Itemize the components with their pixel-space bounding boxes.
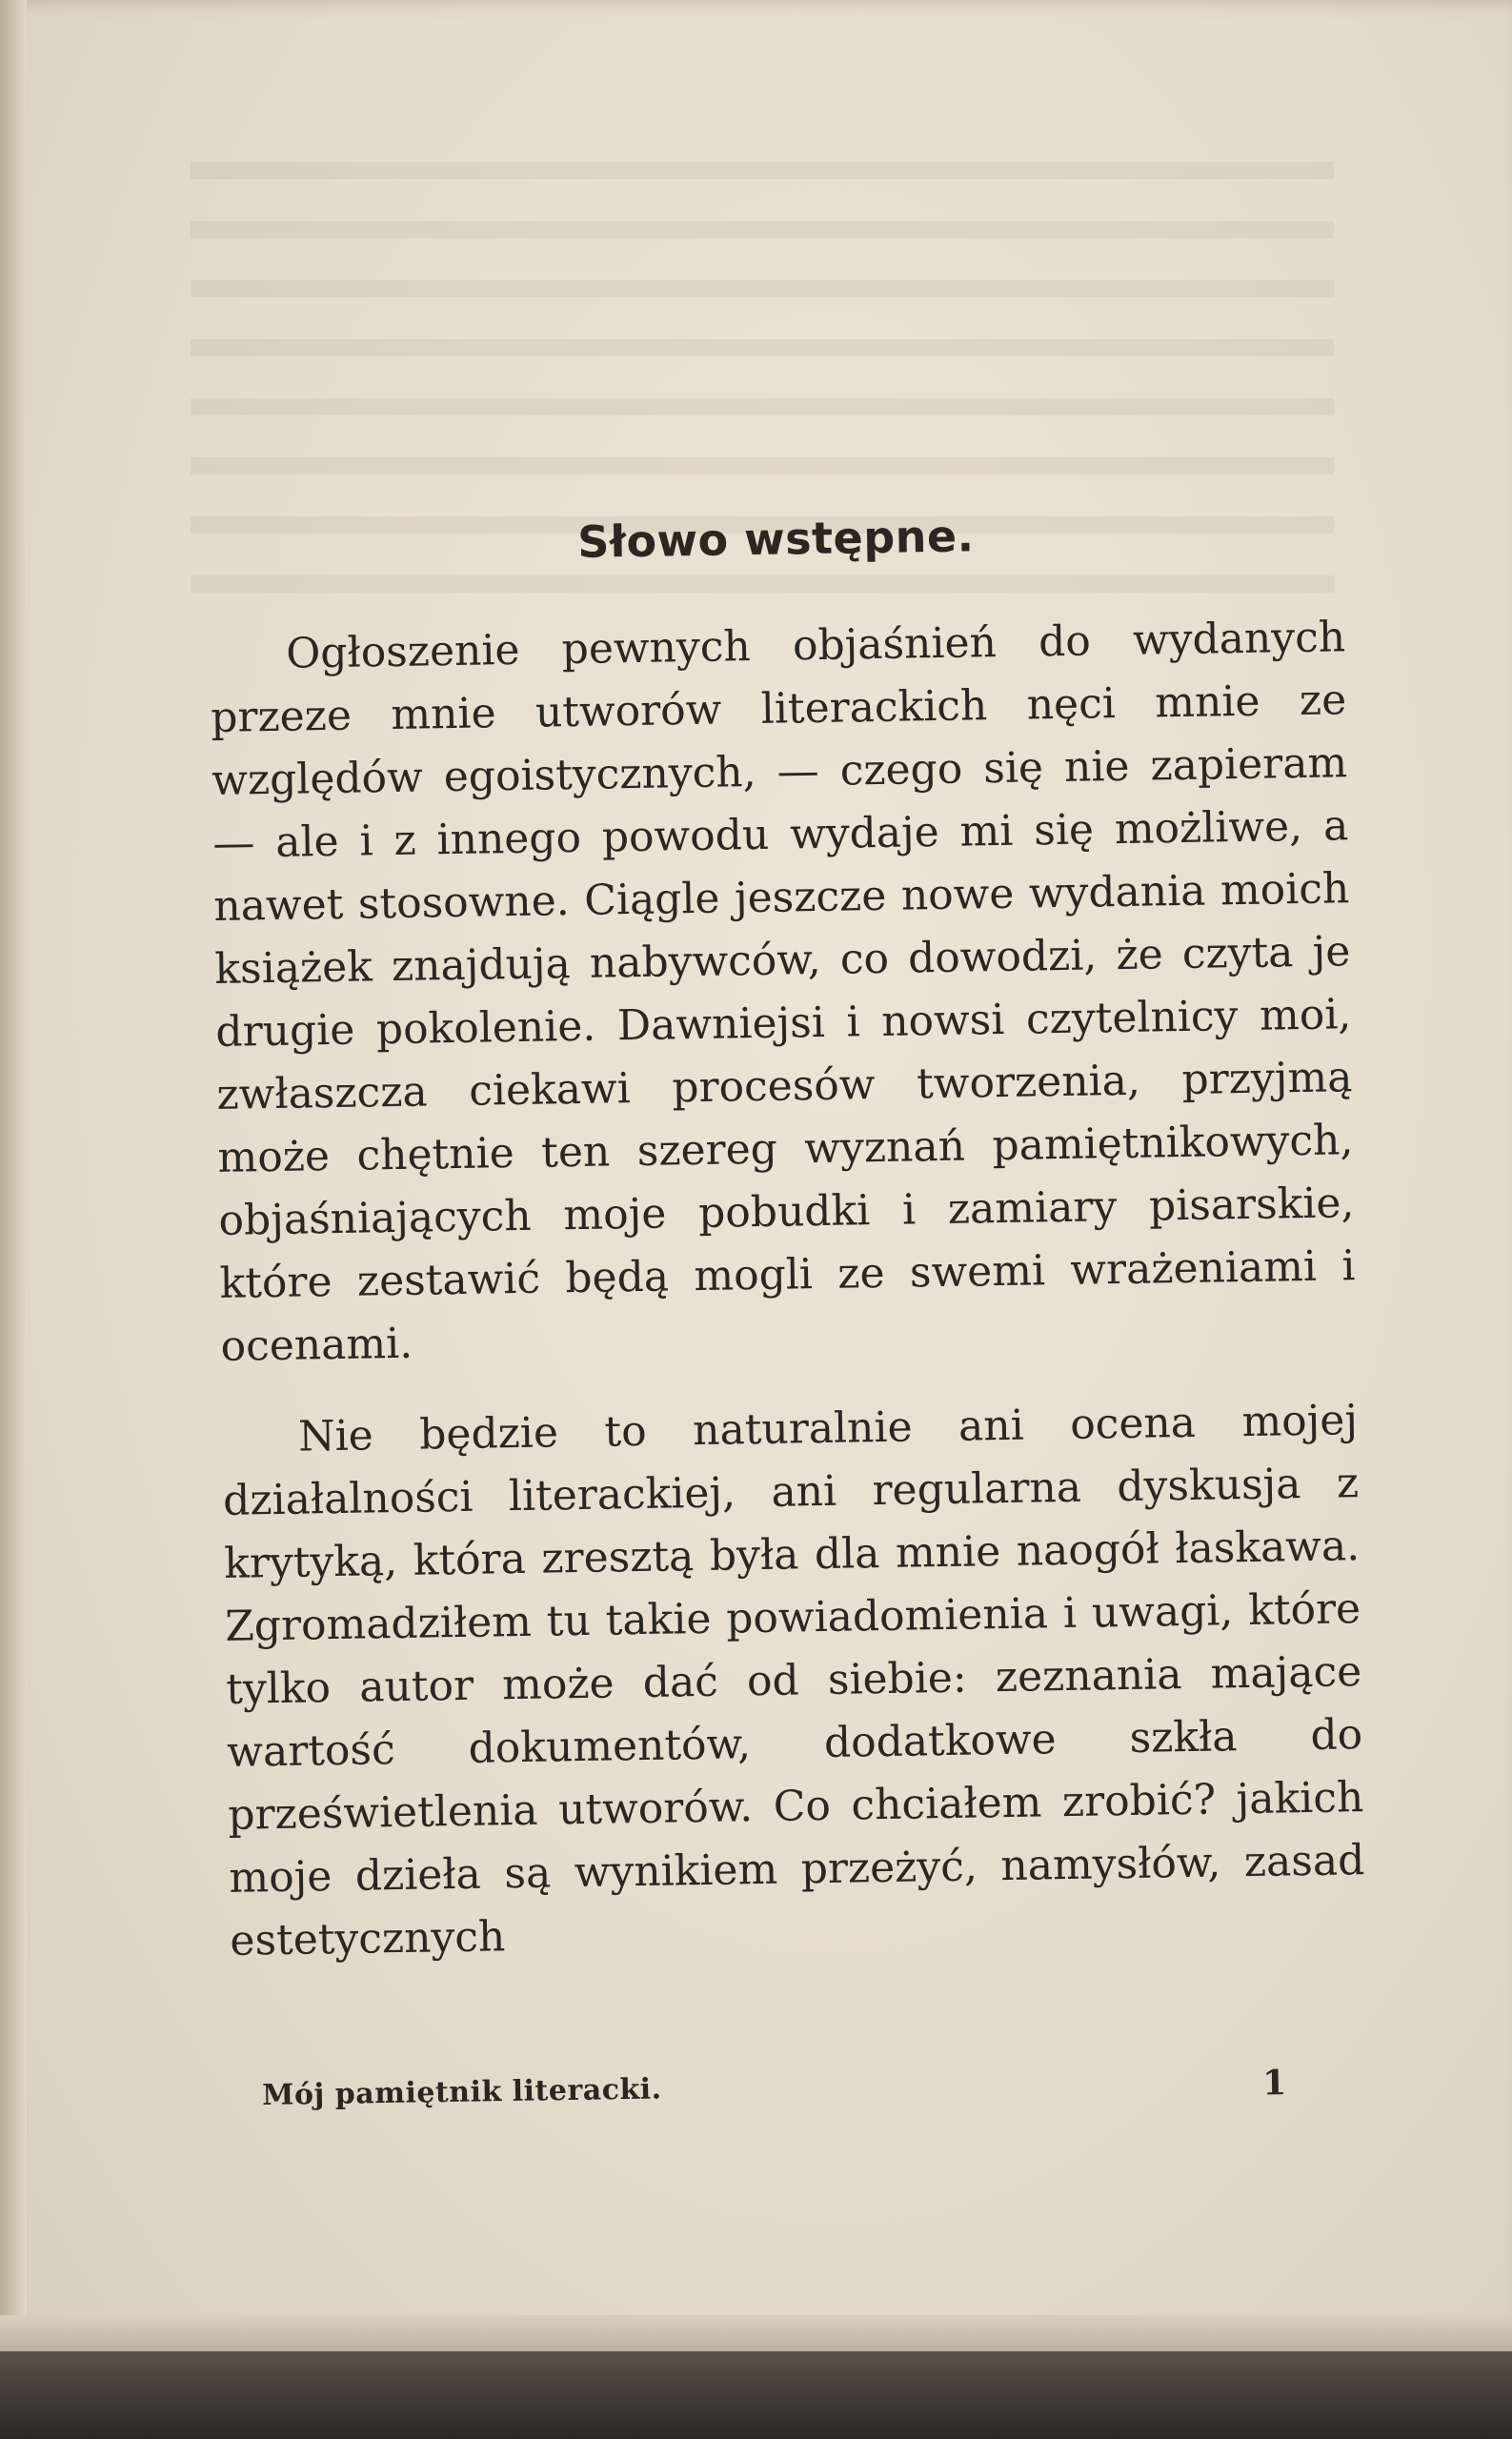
paragraph-2: Nie będzie to naturalnie ani ocena mojej działalności literackiej, ani regularna dyskusja z krytyką, która zresztą była dla mnie naogół łaskawa. Zgromadziłem tu takie powiadomienia i uwagi, które tylko autor może dać od siebie: zeznania mające wartość dokumentów, dodatkowe szkła do prześwietlenia utworów. Co chciałem zrobić? jakich moje dzieła są wynikiem przeżyć, namysłów, zasad estetycznych [222,1396,1365,1965]
text-block [208,501,1366,2002]
page-number: 1 [1261,2063,1287,2104]
page-bottom-edge [0,2315,1512,2351]
page-footer [262,2063,1300,2112]
page-binding-edge [0,0,27,2351]
running-footer-title: Mój pamiętnik literacki. [262,2072,662,2112]
page-title: Słowo wstępne. [576,510,975,568]
background-surface [0,2351,1512,2439]
paragraph-1: Ogłoszenie pewnych objaśnień do wydanych przeze mnie utworów literackich nęci mnie ze względów egoistycznych, — czego się nie zapieram — ale i z innego powodu wydaje mi się możliwe, a nawet stosowne. Ciągle jeszcze nowe wydania moich książek znajdują nabywców, co dowodzi, że czyta je drugie pokolenie. Dawniejsi i nowsi czytelnicy moi, zwłaszcza ciekawi procesów tworzenia, przyjmą może chętnie ten szereg wyznań pamiętnikowych, objaśniających moje pobudki i zamiary pisarskie, które zestawić będą mogli ze swemi wrażeniami i ocenami. [210,613,1356,1371]
